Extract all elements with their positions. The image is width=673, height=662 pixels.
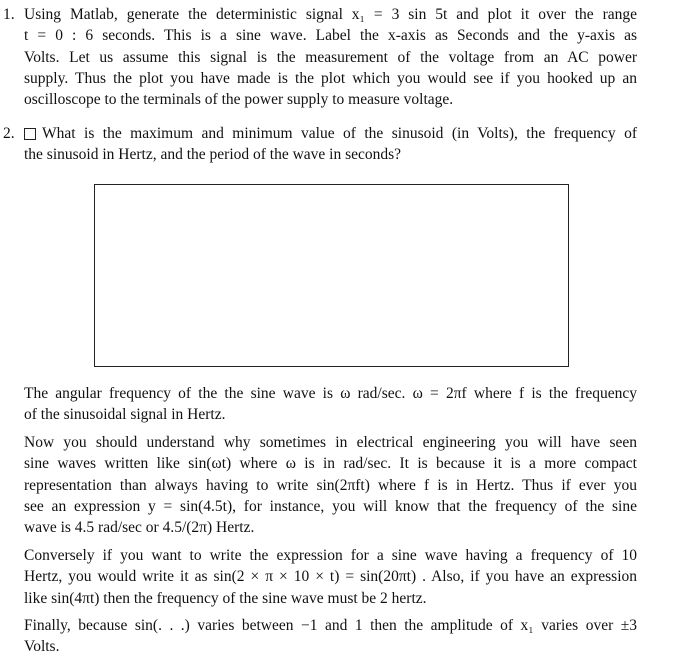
text-line: supply. Thus the plot you have made is the plot which you would see if you hooked up an <box>24 69 637 87</box>
text-line: t = 0 : 6 seconds. This is a sine wave. Label the x-axis as Seconds and the y-axis as <box>24 27 637 45</box>
question-2-line: What is the maximum and minimum value of the sinusoid (in Volts), the frequency of <box>42 125 637 142</box>
paragraph-conversely <box>24 545 637 609</box>
text-line: sine waves written like sin(ωt) where ω is in rad/sec. It is because it is a more compact <box>24 455 637 473</box>
text-line: representation than always having to write sin(2πft) where f is in Hertz. Thus if ever you <box>24 476 637 494</box>
question-2-number: 2. <box>3 125 15 142</box>
paragraph-compact-representation <box>24 432 637 538</box>
paragraph-amplitude <box>24 615 637 658</box>
question-1-number: 1. <box>3 6 15 23</box>
text-line: wave is 4.5 rad/sec or 4.5/(2π) Hertz. <box>24 519 255 537</box>
question-2-text <box>24 123 637 166</box>
text-line: Volts. Let us assume this signal is the measurement of the voltage from an AC power <box>24 48 637 66</box>
checkbox[interactable] <box>24 128 36 140</box>
question-1-text <box>24 4 637 110</box>
text-line: Using Matlab, generate the deterministic signal x₁ = 3 sin 5t and plot it over the range <box>24 6 637 23</box>
text-line: like sin(4πt) then the frequency of the sine wave must be 2 hertz. <box>24 589 427 607</box>
text-line: Volts. <box>24 638 60 656</box>
answer-box[interactable] <box>94 184 569 367</box>
text-line: Now you should understand why sometimes in electrical engineering you will have seen <box>24 434 637 451</box>
text-line: see an expression y = sin(4.5t), for instance, you will know that the frequency of the sine <box>24 497 637 515</box>
text-line: the sinusoid in Hertz, and the period of the wave in seconds? <box>24 146 402 164</box>
text-line <box>24 123 637 144</box>
text-line: Finally, because sin(. . .) varies between −1 and 1 then the amplitude of x₁ varies over ±3 <box>24 617 637 634</box>
text-line: Conversely if you want to write the expression for a sine wave having a frequency of 10 <box>24 547 637 564</box>
text-line: of the sinusoidal signal in Hertz. <box>24 406 226 424</box>
text-line: Hertz, you would write it as sin(2 × π × 10 × t) = sin(20πt) . Also, if you have an expression <box>24 568 637 586</box>
text-line: oscilloscope to the terminals of the power supply to measure voltage. <box>24 91 454 109</box>
text-line: The angular frequency of the the sine wave is ω rad/sec. ω = 2πf where f is the frequency <box>24 385 637 402</box>
paragraph-angular-frequency <box>24 383 637 426</box>
